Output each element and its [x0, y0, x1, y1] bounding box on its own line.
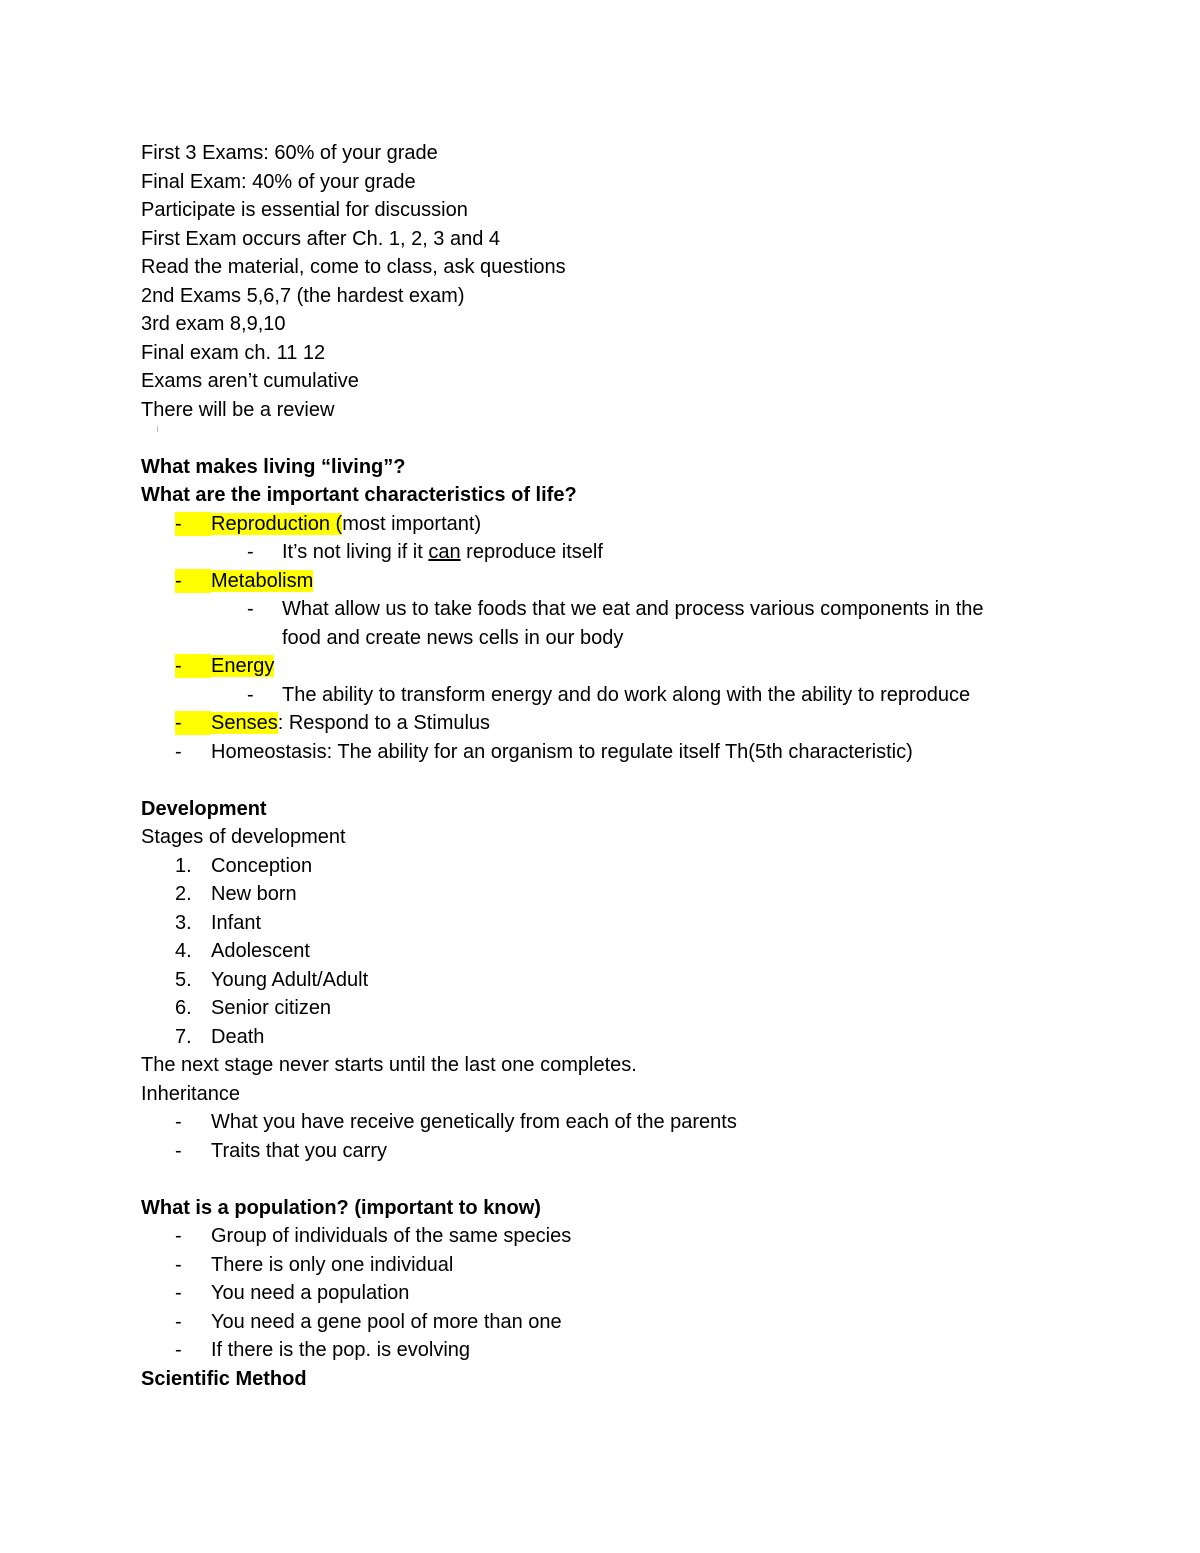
numbered-item: [141, 966, 1101, 995]
section-heading: What are the important characteristics of life?: [141, 484, 577, 506]
intro-line: There will be a review: [141, 398, 335, 421]
list-item: [141, 1308, 1101, 1337]
list-item: [141, 1108, 1101, 1137]
bullet-dash: -: [175, 712, 182, 734]
subheading: Stages of development: [141, 826, 346, 848]
item-text: Death: [211, 1025, 265, 1048]
bullet-dash: -: [175, 1282, 182, 1304]
list-item-energy: [141, 652, 1101, 681]
item-text: What you have receive genetically from each of the parents: [211, 1111, 737, 1133]
item-text: Traits that you carry: [211, 1139, 387, 1162]
item-number: 1.: [175, 854, 192, 877]
highlighted-text: Energy: [211, 655, 275, 677]
numbered-item: [141, 994, 1101, 1023]
document-body: [141, 139, 1101, 1393]
list-item: [141, 1251, 1101, 1280]
item-number: 5.: [175, 968, 192, 991]
numbered-item: [141, 1023, 1101, 1052]
item-text: reproduce itself: [460, 541, 603, 563]
item-text: Adolescent: [211, 940, 310, 962]
item-text: Group of individuals of the same species: [211, 1225, 572, 1247]
development-section: [141, 795, 1101, 1166]
bullet-dash: -: [175, 512, 182, 535]
list-item-senses: [141, 709, 1101, 738]
bullet-dash: -: [175, 740, 182, 763]
list-item: [141, 1137, 1101, 1166]
item-text: Senior citizen: [211, 997, 332, 1019]
section-heading: Development: [141, 797, 267, 820]
item-text: Young Adult/Adult: [211, 968, 369, 991]
item-text: You need a population: [211, 1282, 410, 1304]
life-section: [141, 453, 1101, 767]
highlighted-text: Reproduction (: [211, 512, 343, 535]
bullet-dash: -: [175, 1253, 182, 1276]
item-number: 7.: [175, 1025, 192, 1048]
list-item-metabolism: [141, 567, 1101, 596]
paragraph: The next stage never starts until the last one completes.: [141, 1054, 637, 1076]
subheading: Inheritance: [141, 1082, 240, 1105]
item-text: What allow us to take foods that we eat and process various components in the: [282, 598, 984, 620]
sub-list-item: [141, 538, 1101, 567]
item-text: : Respond to a Stimulus: [277, 712, 491, 734]
intro-line: First Exam occurs after Ch. 1, 2, 3 and 4: [141, 227, 501, 250]
underlined-text: can: [428, 541, 461, 563]
list-item: [141, 1222, 1101, 1251]
intro-line: Exams aren’t cumulative: [141, 370, 359, 392]
bullet-dash: -: [247, 541, 254, 563]
intro-line: Participate is essential for discussion: [141, 199, 468, 221]
list-item: [141, 1336, 1101, 1365]
sub-list-item: [141, 681, 1101, 710]
item-text: The ability to transform energy and do work along with the ability to reproduce: [282, 683, 971, 706]
numbered-item: [141, 880, 1101, 909]
highlighted-text: Senses: [211, 712, 278, 734]
item-text: New born: [211, 883, 297, 905]
spacer: [141, 766, 1101, 795]
item-text: Infant: [211, 911, 262, 934]
bullet-dash: -: [175, 1111, 182, 1133]
item-text: If there is the pop. is evolving: [211, 1339, 471, 1361]
highlighted-text: Metabolism: [211, 569, 314, 592]
numbered-item: [141, 937, 1101, 966]
item-text: There is only one individual: [211, 1253, 454, 1276]
item-number: 3.: [175, 911, 192, 934]
bullet-dash: -: [175, 1225, 182, 1247]
item-number: 4.: [175, 940, 192, 962]
item-text: Conception: [211, 854, 313, 877]
item-text: You need a gene pool of more than one: [211, 1310, 562, 1333]
section-heading: What is a population? (important to know): [141, 1196, 541, 1219]
bullet-dash: -: [175, 1339, 182, 1361]
list-item: [141, 1279, 1101, 1308]
list-item-homeostasis: [141, 738, 1101, 767]
item-text: It’s not living if it: [282, 541, 429, 563]
sub-list-item: [141, 595, 1101, 624]
population-section: [141, 1194, 1101, 1365]
item-text: most important): [342, 512, 482, 535]
intro-line: Final Exam: 40% of your grade: [141, 170, 416, 193]
bullet-dash: -: [175, 1310, 182, 1333]
spacer: [141, 424, 1101, 453]
intro-section: [141, 139, 1101, 424]
intro-line: Read the material, come to class, ask questions: [141, 256, 566, 278]
numbered-item: [141, 909, 1101, 938]
numbered-item: [141, 852, 1101, 881]
item-number: 6.: [175, 997, 192, 1019]
bullet-dash: -: [247, 598, 254, 620]
item-number: 2.: [175, 883, 192, 905]
intro-line: 2nd Exams 5,6,7 (the hardest exam): [141, 284, 465, 307]
section-heading: What makes living “living”?: [141, 455, 406, 478]
intro-line: First 3 Exams: 60% of your grade: [141, 142, 438, 164]
section-heading: Scientific Method: [141, 1367, 307, 1390]
bullet-dash: -: [175, 1139, 182, 1162]
spacer: [141, 1165, 1101, 1194]
intro-line: 3rd exam 8,9,10: [141, 313, 286, 335]
bullet-dash: -: [175, 655, 182, 677]
list-item-reproduction: [141, 510, 1101, 539]
item-text: food and create news cells in our body: [282, 626, 624, 649]
sub-list-item-continuation: [141, 624, 1101, 653]
item-text: Homeostasis: The ability for an organism to regulate itself Th(5th characteristic): [211, 740, 913, 763]
intro-line: Final exam ch. 11 12: [141, 341, 326, 364]
bullet-dash: -: [175, 569, 182, 592]
bullet-dash: -: [247, 683, 254, 706]
